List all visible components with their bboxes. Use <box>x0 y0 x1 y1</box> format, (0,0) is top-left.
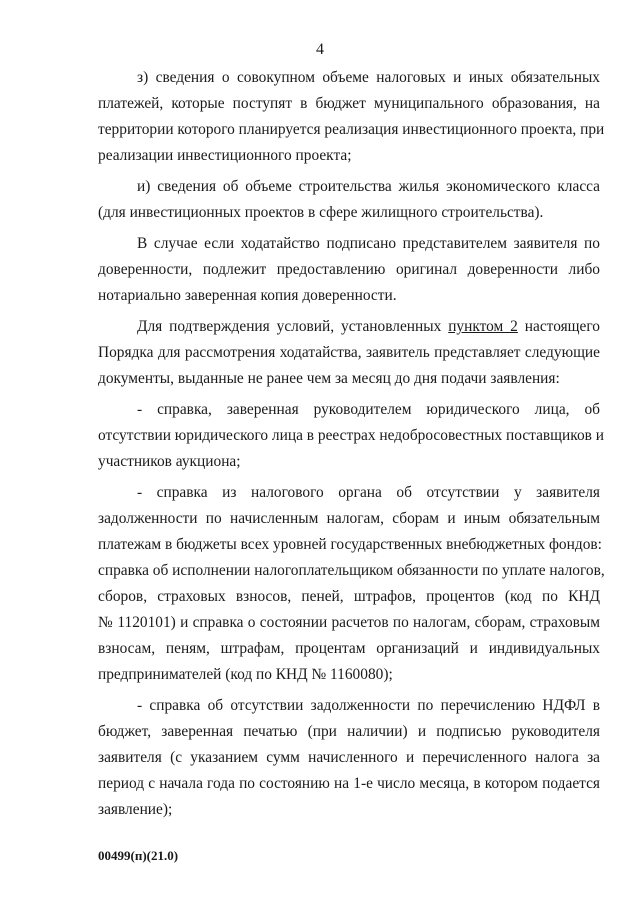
text-line: Порядка для рассмотрения ходатайства, заявитель представляет следующие <box>98 344 600 361</box>
text-line: документы, выданные не ранее чем за месяц до дня подачи заявления: <box>98 370 560 387</box>
text-line: В случае если ходатайство подписано представителем заявителя по <box>137 235 600 252</box>
paragraph-confirmation-conditions <box>98 314 600 392</box>
text-line: задолженности по начисленным налогам, сборам и иным обязательным <box>98 510 600 527</box>
text-line: сборов, страховых взносов, пеней, штрафов, процентов (код по КНД <box>98 588 600 605</box>
list-item-tax-certificate <box>98 480 605 688</box>
text-line: заявителя (с указанием сумм начисленного и перечисленного налога за <box>98 749 600 766</box>
paragraph-power-of-attorney <box>98 231 600 309</box>
text-line: и) сведения об объеме строительства жилья экономического класса <box>137 178 600 195</box>
text-line: бюджет, заверенная печатью (при наличии) и подписью руководителя <box>98 723 600 740</box>
text-line: платежам в бюджеты всех уровней государственных внебюджетных фондов: <box>98 536 602 553</box>
text-line <box>98 314 600 340</box>
text-line: заявление); <box>98 801 173 818</box>
text-line: нотариально заверенная копия доверенности. <box>98 287 397 304</box>
document-code: 00499(п)(21.0) <box>98 848 179 863</box>
text-line: предпринимателей (код по КНД № 1160080); <box>98 666 393 683</box>
text-line: реализации инвестиционного проекта; <box>98 147 352 164</box>
list-item-unscrupulous-suppliers <box>98 397 605 475</box>
text-line: участников аукциона; <box>98 453 241 470</box>
page-number: 4 <box>316 41 324 58</box>
text-line: отсутствии юридического лица в реестрах недобросовестных поставщиков и <box>98 427 605 444</box>
text-line: платежей, которые поступят в бюджет муниципального образования, на <box>98 95 600 112</box>
text-line: территории которого планируется реализация инвестиционного проекта, при <box>98 121 605 138</box>
text-line: - справка об отсутствии задолженности по перечислению НДФЛ в <box>137 697 600 714</box>
paragraph-i <box>98 174 600 226</box>
paragraph-z <box>98 65 605 169</box>
text-line: доверенности, подлежит предоставлению оригинал доверенности либо <box>98 261 600 278</box>
text-line: период с начала года по состоянию на 1-е число месяца, в котором подается <box>98 775 600 792</box>
clause-2-link[interactable]: пунктом 2 <box>448 318 518 335</box>
text-segment: настоящего <box>517 318 600 335</box>
text-line: взносам, пеням, штрафам, процентам организаций и индивидуальных <box>98 640 600 657</box>
text-line: - справка из налогового органа об отсутствии у заявителя <box>137 484 600 501</box>
text-line: справка об исполнении налогоплательщиком обязанности по уплате налогов, <box>98 562 605 579</box>
text-line: - справка, заверенная руководителем юридического лица, об <box>137 401 600 418</box>
text-line: (для инвестиционных проектов в сфере жилищного строительства). <box>98 204 544 221</box>
text-line: з) сведения о совокупном объеме налоговых и иных обязательных <box>137 69 600 86</box>
document-body <box>98 65 605 828</box>
list-item-ndfl-certificate <box>98 693 600 823</box>
text-segment: Для подтверждения условий, установленных <box>137 318 449 335</box>
text-line: № 1120101) и справка о состоянии расчетов по налогам, сборам, страховым <box>98 614 600 631</box>
